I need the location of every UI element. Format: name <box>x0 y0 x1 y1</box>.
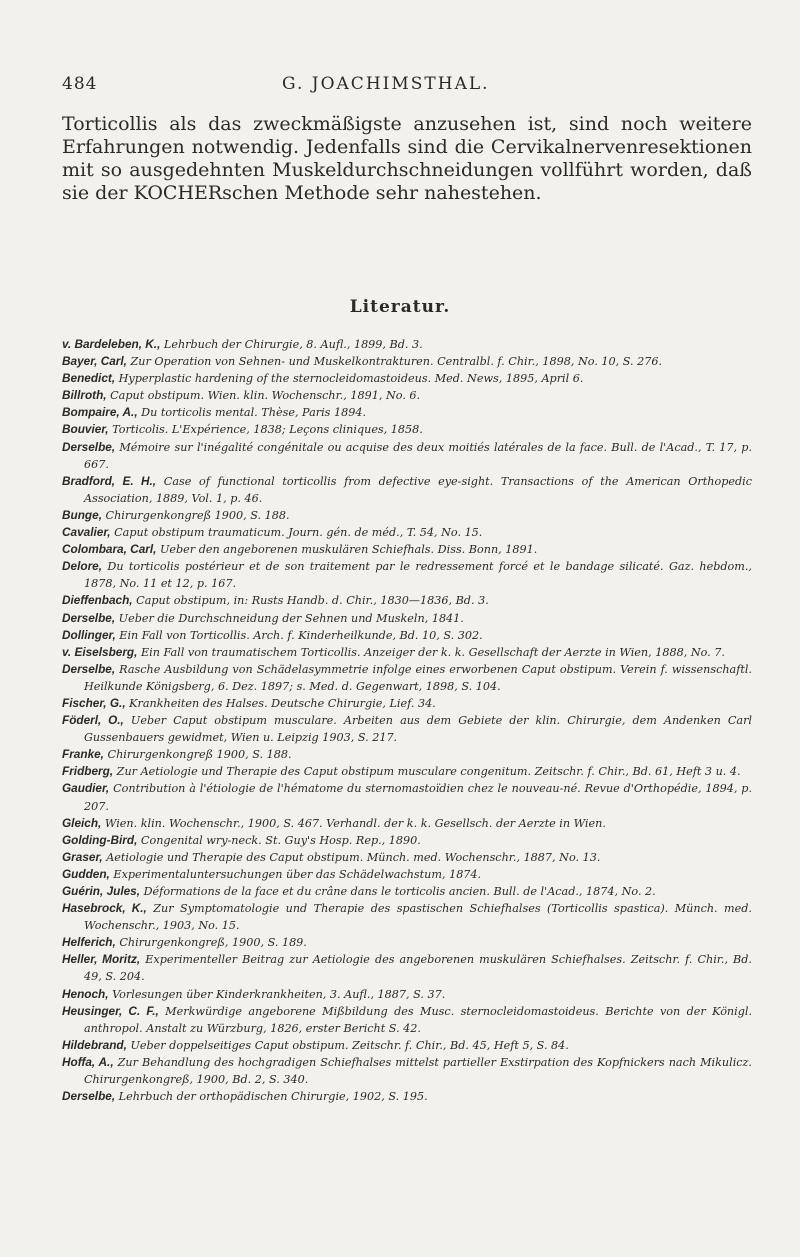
reference-author: Golding-Bird, <box>62 832 138 847</box>
reference-text: Chirurgenkongreß 1900, S. 188. <box>101 508 290 522</box>
reference-author: Derselbe, <box>62 610 116 625</box>
reference-entry <box>62 815 752 832</box>
reference-entry <box>62 1003 752 1037</box>
reference-author: Derselbe, <box>62 1089 116 1104</box>
reference-text: Hyperplastic hardening of the sternocleidomastoideus. Med. News, 1895, April 6. <box>115 372 584 386</box>
reference-text: Ueber doppelseitiges Caput obstipum. Zeitschr. f. Chir., Bd. 45, Heft 5, S. 84. <box>126 1038 569 1052</box>
reference-text: Wien. klin. Wochenschr., 1900, S. 467. Verhandl. der k. k. Gesellsch. der Aerzte in Wien. <box>101 816 606 830</box>
reference-text: Aetiologie und Therapie des Caput obstipum. Münch. med. Wochenschr., 1887, No. 13. <box>102 850 601 864</box>
reference-author: Fridberg, <box>62 764 114 779</box>
reference-text: Ueber die Durchschneidung der Sehnen und Muskeln, 1841. <box>115 611 464 625</box>
reference-author: Derselbe, <box>62 661 116 676</box>
reference-entry <box>62 934 752 951</box>
reference-author: Hasebrock, K., <box>62 901 147 916</box>
reference-author: Derselbe, <box>62 439 116 454</box>
reference-text: Mémoire sur l'inégalité congénitale ou acquise des deux moitiés latérales de la face. Bull. de l'Acad., T. 17, p. 667. <box>84 440 752 471</box>
reference-author: Bradford, E. H., <box>62 473 157 488</box>
reference-text: Ein Fall von traumatischem Torticollis. Anzeiger der k. k. Gesellschaft der Aerzte in Wien, 1888, No. 7. <box>137 645 725 659</box>
reference-entry <box>62 661 752 695</box>
reference-text: Zur Aetiologie und Therapie des Caput obstipum musculare congenitum. Zeitschr. f. Chir., Bd. 61, Heft 3 u. 4. <box>113 765 741 779</box>
reference-text: Ueber den angeborenen muskulären Schiefhals. Diss. Bonn, 1891. <box>156 543 538 557</box>
reference-entry <box>62 524 752 541</box>
reference-text: Experimentaluntersuchungen über das Schädelwachstum, 1874. <box>109 867 482 881</box>
reference-text: Déformations de la face et du crâne dans le torticolis ancien. Bull. de l'Acad., 1874, No. 2. <box>140 885 656 898</box>
reference-entry <box>62 627 752 644</box>
reference-text: Zur Behandlung des hochgradigen Schiefhalses mittelst partieller Exstirpation des Kopfnickers nach Mikulicz. Chirurgenkongreß, 1900, Bd. 2, S. 340. <box>84 1055 752 1087</box>
reference-list <box>62 336 752 1105</box>
reference-author: Colombara, Carl, <box>62 542 157 557</box>
reference-entry <box>62 473 752 507</box>
reference-text: Caput obstipum, in: Rusts Handb. d. Chir., 1830—1836, Bd. 3. <box>132 594 489 608</box>
reference-author: Gudden, <box>62 866 110 881</box>
reference-entry <box>62 746 752 763</box>
reference-entry <box>62 780 752 814</box>
running-title: G. JOACHIMSTHAL. <box>282 74 490 94</box>
reference-entry <box>62 951 752 985</box>
reference-text: Congenital wry-neck. St. Guy's Hosp. Rep., 1890. <box>137 833 421 847</box>
reference-author: Bayer, Carl, <box>62 354 127 369</box>
reference-entry <box>62 404 752 421</box>
reference-author: Guérin, Jules, <box>62 884 141 898</box>
reference-text: Caput obstipum traumaticum. Journ. gén. de méd., T. 54, No. 15. <box>110 526 483 540</box>
reference-entry <box>62 439 752 473</box>
reference-author: v. Eiselsberg, <box>62 644 138 659</box>
reference-author: Cavalier, <box>62 525 111 540</box>
reference-text: Vorlesungen über Kinderkrankheiten, 3. Aufl., 1887, S. 37. <box>108 987 446 1001</box>
reference-text: Ein Fall von Torticollis. Arch. f. Kinderheilkunde, Bd. 10, S. 302. <box>115 628 483 642</box>
reference-entry <box>62 336 752 353</box>
reference-author: Bompaire, A., <box>62 405 138 420</box>
reference-author: Dieffenbach, <box>62 593 133 608</box>
reference-author: Gleich, <box>62 815 102 830</box>
reference-entry <box>62 866 752 883</box>
reference-author: Bouvier, <box>62 422 109 437</box>
reference-author: Fischer, G., <box>62 695 126 710</box>
reference-author: Benedict, <box>62 371 116 386</box>
reference-author: Dollinger, <box>62 627 116 642</box>
reference-author: Bunge, <box>62 507 102 522</box>
reference-entry <box>62 370 752 387</box>
intro-paragraph: Torticollis als das zweckmäßigste anzusehen ist, sind noch weitere Erfahrungen notwendig. Jedenfalls sind die Cervikalnervenresektionen mit so ausgedehnten Muskeldurchschneidungen vollführt worden, daß sie der KOCHERschen Methode sehr nahestehen. <box>62 113 752 204</box>
reference-entry <box>62 387 752 404</box>
reference-entry <box>62 695 752 712</box>
reference-text: Ueber Caput obstipum musculare. Arbeiten aus dem Gebiete der klin. Chirurgie, dem Andenken Carl Gussenbauers gewidmet, Wien u. Leipzig 1903, S. 217. <box>84 714 752 745</box>
reference-entry <box>62 1037 752 1054</box>
reference-author: v. Bardeleben, K., <box>62 337 161 351</box>
reference-author: Delore, <box>62 559 102 574</box>
reference-text: Chirurgenkongreß 1900, S. 188. <box>103 748 292 762</box>
reference-entry <box>62 421 752 438</box>
reference-entry <box>62 644 752 661</box>
reference-text: Caput obstipum. Wien. klin. Wochenschr., 1891, No. 6. <box>106 389 421 403</box>
reference-text: Chirurgenkongreß, 1900, S. 189. <box>115 936 307 950</box>
reference-text: Case of functional torticollis from defective eye-sight. Transactions of the American Orthopedic Association, 1889, Vol. 1, p. 46. <box>84 474 752 505</box>
reference-entry <box>62 610 752 627</box>
reference-author: Hoffa, A., <box>62 1054 114 1069</box>
reference-entry <box>62 849 752 866</box>
reference-text: Torticolis. L'Expérience, 1838; Leçons cliniques, 1858. <box>108 423 423 437</box>
reference-author: Hildebrand, <box>62 1037 127 1052</box>
reference-entry <box>62 986 752 1003</box>
reference-author: Gaudier, <box>62 781 110 796</box>
reference-text: Du torticolis postérieur et de son traitement par le redressement forcé et le bandage silicaté. Gaz. hebdom., 1878, No. 11 et 12, p. 167. <box>84 560 752 591</box>
literature-heading: Literatur. <box>349 297 451 317</box>
reference-text: Zur Symptomatologie und Therapie des spastischen Schiefhalses (Torticollis spastica). Münch. med. Wochenschr., 1903, No. 15. <box>84 902 752 933</box>
reference-text: Lehrbuch der Chirurgie, 8. Aufl., 1899, Bd. 3. <box>160 338 423 351</box>
reference-author: Henoch, <box>62 986 109 1001</box>
reference-author: Heusinger, C. F., <box>62 1003 159 1018</box>
reference-text: Contribution à l'étiologie de l'hématome du sternomastoïdien chez le nouveau-né. Revue d'Orthopédie, 1894, p. 207. <box>84 782 752 813</box>
reference-text: Du torticolis mental. Thèse, Paris 1894. <box>137 406 367 420</box>
reference-entry <box>62 1088 752 1105</box>
reference-entry <box>62 900 752 934</box>
reference-entry <box>62 832 752 849</box>
reference-entry <box>62 541 752 558</box>
reference-author: Heller, Moritz, <box>62 952 141 967</box>
running-head <box>62 74 762 98</box>
reference-entry <box>62 1054 752 1088</box>
reference-text: Krankheiten des Halses. Deutsche Chirurgie, Lief. 34. <box>125 696 436 710</box>
reference-text: Lehrbuch der orthopädischen Chirurgie, 1902, S. 195. <box>115 1090 428 1104</box>
reference-text: Merkwürdige angeborene Mißbildung des Musc. sternocleidomastoideus. Berichte von der Königl. anthropol. Anstalt zu Würzburg, 1826, erster Bericht S. 42. <box>84 1004 753 1035</box>
reference-text: Rasche Ausbildung von Schädelasymmetrie infolge eines erworbenen Caput obstipum. Verein f. wissenschaftl. Heilkunde Königsberg, 6. Dez. 1897; s. Med. d. Gegenwart, 1898, S. 104. <box>84 662 752 693</box>
reference-author: Billroth, <box>62 388 107 403</box>
reference-entry <box>62 763 752 780</box>
reference-author: Graser, <box>62 849 103 864</box>
reference-author: Föderl, O., <box>62 713 124 728</box>
reference-entry <box>62 592 752 609</box>
reference-text: Zur Operation von Sehnen- und Muskelkontrakturen. Centralbl. f. Chir., 1898, No. 10, S. 276. <box>126 355 663 369</box>
reference-entry <box>62 883 752 900</box>
page-number: 484 <box>62 74 98 94</box>
reference-entry <box>62 353 752 370</box>
reference-text: Experimenteller Beitrag zur Aetiologie des angeborenen muskulären Schiefhalses. Zeitschr. f. Chir., Bd. 49, S. 204. <box>84 953 752 984</box>
reference-entry <box>62 712 752 746</box>
reference-entry <box>62 507 752 524</box>
reference-entry <box>62 558 752 592</box>
reference-author: Franke, <box>62 747 104 762</box>
reference-author: Helferich, <box>62 935 116 950</box>
